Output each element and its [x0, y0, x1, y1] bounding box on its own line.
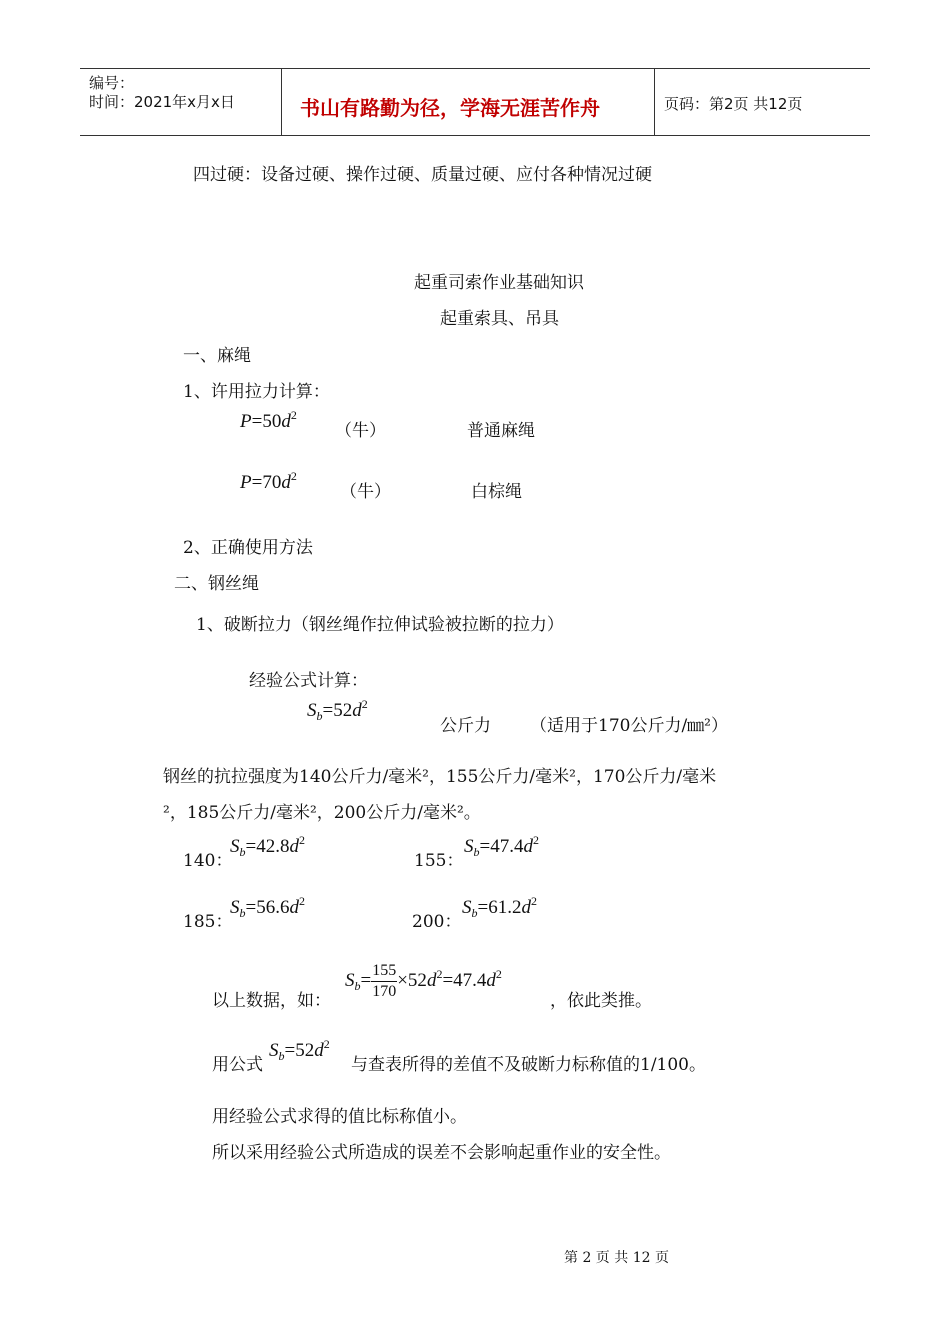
conclusion-1: 用经验公式求得的值比标称值小。 — [212, 1107, 467, 1127]
case-140-exp: 2 — [298, 833, 305, 847]
formula-3-lhs: S — [307, 700, 317, 721]
section-2-heading: 二、钢丝绳 — [174, 574, 259, 594]
section-1-item-2: 2、正确使用方法 — [183, 538, 313, 558]
case-200-value: =61.2 — [477, 897, 522, 918]
case-140-value: =42.8 — [245, 836, 290, 857]
use-suffix: 与查表所得的差值不及破断力标称值的1/100。 — [351, 1055, 706, 1075]
formula-1-eq: =50 — [251, 411, 282, 432]
formula-1-exp: 2 — [290, 408, 297, 422]
example-eq: = — [360, 970, 372, 991]
formula-1-var: d — [281, 411, 291, 432]
formula-2-var: d — [281, 472, 291, 493]
case-185-s: S — [230, 897, 240, 918]
formula-1 — [240, 408, 297, 433]
use-sub: b — [278, 1049, 285, 1063]
header-number-label: 编号： — [89, 74, 135, 92]
example-d2: d — [486, 970, 496, 991]
example-formula — [345, 956, 502, 1006]
example-numerator: 155 — [371, 962, 397, 982]
case-185-formula — [230, 894, 305, 920]
empirical-label: 经验公式计算： — [249, 671, 368, 691]
case-155-label: 155： — [414, 851, 464, 871]
case-185-exp: 2 — [298, 894, 305, 908]
use-formula — [269, 1037, 330, 1063]
case-200-s: S — [462, 897, 472, 918]
header-page-info: 页码：第2页 共12页 — [664, 95, 803, 113]
case-185-value: =56.6 — [245, 897, 290, 918]
case-140-formula — [230, 833, 305, 859]
formula-3-var: d — [352, 700, 362, 721]
footer-page-number: 第 2 页 共 12 页 — [564, 1250, 669, 1266]
doc-subtitle: 起重索具、吊具 — [440, 309, 559, 329]
header-divider-left — [281, 68, 282, 136]
example-suffix: ，依此类推。 — [550, 991, 652, 1011]
doc-title: 起重司索作业基础知识 — [414, 273, 584, 293]
formula-2-note: 白棕绳 — [471, 482, 522, 502]
conclusion-2: 所以采用经验公式所造成的误差不会影响起重作业的安全性。 — [212, 1143, 671, 1163]
formula-2-lhs: P — [240, 472, 252, 493]
use-exp: 2 — [323, 1037, 330, 1051]
header-top-rule — [80, 68, 870, 69]
formula-3-note: （适用于170公斤力/㎜²） — [530, 716, 728, 736]
strength-line-2: ²，185公斤力/毫米²，200公斤力/毫米²。 — [163, 803, 481, 823]
formula-3-exp: 2 — [361, 697, 368, 711]
example-prefix: 以上数据，如： — [212, 991, 331, 1011]
example-result: =47.4 — [442, 970, 487, 991]
case-140-s: S — [230, 836, 240, 857]
case-155-value: =47.4 — [479, 836, 524, 857]
formula-3-eq: =52 — [322, 700, 353, 721]
case-155-exp: 2 — [532, 833, 539, 847]
case-185-sub: b — [239, 906, 246, 920]
example-fraction — [371, 962, 397, 1001]
header-time-label: 时间：2021年x月x日 — [89, 93, 235, 111]
case-200-label: 200： — [412, 912, 462, 932]
formula-2 — [240, 469, 297, 494]
formula-1-note: 普通麻绳 — [467, 421, 535, 441]
case-140-d: d — [289, 836, 299, 857]
section-2-item-1: 1、破断拉力（钢丝绳作拉伸试验被拉断的拉力） — [196, 615, 564, 635]
section-1-heading: 一、麻绳 — [183, 346, 251, 366]
case-155-formula — [464, 833, 539, 859]
case-155-d: d — [523, 836, 533, 857]
formula-3-unit: 公斤力 — [440, 716, 491, 736]
section-1-item-1: 1、许用拉力计算： — [183, 382, 330, 402]
formula-2-unit: （牛） — [340, 482, 391, 502]
use-eq: =52 — [284, 1040, 315, 1061]
formula-3-sub: b — [316, 709, 323, 723]
formula-1-unit: （牛） — [335, 421, 386, 441]
header-bottom-rule — [80, 135, 870, 136]
case-140-sub: b — [239, 845, 246, 859]
use-s: S — [269, 1040, 279, 1061]
formula-1-lhs: P — [240, 411, 252, 432]
use-d: d — [314, 1040, 324, 1061]
header-divider-right — [654, 68, 655, 136]
example-s: S — [345, 970, 355, 991]
case-200-d: d — [521, 897, 531, 918]
case-200-sub: b — [471, 906, 478, 920]
case-155-s: S — [464, 836, 474, 857]
example-exp2: 2 — [495, 967, 502, 981]
formula-2-eq: =70 — [251, 472, 282, 493]
case-185-label: 185： — [183, 912, 233, 932]
example-exp: 2 — [436, 967, 443, 981]
case-200-exp: 2 — [530, 894, 537, 908]
use-prefix: 用公式 — [212, 1055, 263, 1075]
formula-2-exp: 2 — [290, 469, 297, 483]
intro-line: 四过硬：设备过硬、操作过硬、质量过硬、应付各种情况过硬 — [193, 165, 652, 185]
example-mid: ×52 — [397, 970, 427, 991]
example-sub: b — [354, 979, 361, 993]
case-140-label: 140： — [183, 851, 233, 871]
case-185-d: d — [289, 897, 299, 918]
formula-3 — [307, 697, 368, 723]
example-denominator: 170 — [372, 983, 397, 1001]
header-motto: 书山有路勤为径，学海无涯苦作舟 — [300, 96, 600, 120]
example-d: d — [426, 970, 437, 991]
strength-line-1: 钢丝的抗拉强度为140公斤力/毫米²，155公斤力/毫米²，170公斤力/毫米 — [163, 767, 717, 787]
case-200-formula — [462, 894, 537, 920]
case-155-sub: b — [473, 845, 480, 859]
